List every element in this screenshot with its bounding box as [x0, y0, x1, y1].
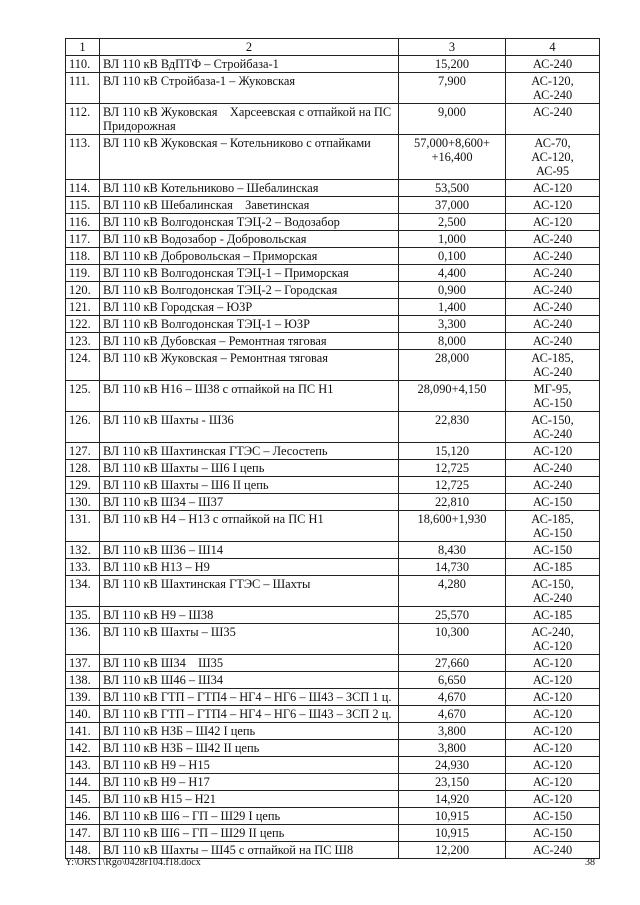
- line-length: 3,800: [399, 723, 506, 740]
- table-row: [66, 808, 600, 825]
- line-name: ВЛ 110 кВ НЗБ – Ш42 II цепь: [100, 740, 399, 757]
- row-number: 129.: [66, 477, 100, 494]
- line-length: 4,670: [399, 689, 506, 706]
- line-length: 9,000: [399, 104, 506, 135]
- row-number: 136.: [66, 624, 100, 655]
- table-header-row: [66, 39, 600, 56]
- line-name: ВЛ 110 кВ ВдПТФ – Стройбаза-1: [100, 56, 399, 73]
- line-name: ВЛ 110 кВ Н9 – Н17: [100, 774, 399, 791]
- line-length: 4,280: [399, 576, 506, 607]
- wire-type: АС-120: [506, 740, 600, 757]
- line-length: 57,000+8,600+ +16,400: [399, 135, 506, 180]
- table-row: [66, 333, 600, 350]
- wire-type: АС-120: [506, 706, 600, 723]
- table-row: [66, 511, 600, 542]
- line-length: 28,090+4,150: [399, 381, 506, 412]
- line-name: ВЛ 110 кВ Шебалинская Заветинская: [100, 197, 399, 214]
- row-number: 113.: [66, 135, 100, 180]
- wire-type: АС-120: [506, 791, 600, 808]
- wire-type: АС-150, АС-240: [506, 412, 600, 443]
- header-cell-1: 1: [66, 39, 100, 56]
- line-length: 28,000: [399, 350, 506, 381]
- line-length: 2,500: [399, 214, 506, 231]
- line-length: 37,000: [399, 197, 506, 214]
- line-length: 1,400: [399, 299, 506, 316]
- row-number: 134.: [66, 576, 100, 607]
- line-name: ВЛ 110 кВ Шахтинская ГТЭС – Лесостепь: [100, 443, 399, 460]
- table-row: [66, 477, 600, 494]
- wire-type: АС-70, АС-120, АС-95: [506, 135, 600, 180]
- wire-type: АС-185: [506, 607, 600, 624]
- line-length: 18,600+1,930: [399, 511, 506, 542]
- line-name: ВЛ 110 кВ Шахты – Ш6 II цепь: [100, 477, 399, 494]
- line-length: 24,930: [399, 757, 506, 774]
- table-row: [66, 559, 600, 576]
- row-number: 118.: [66, 248, 100, 265]
- wire-type: АС-240: [506, 56, 600, 73]
- table-row: [66, 607, 600, 624]
- row-number: 142.: [66, 740, 100, 757]
- line-name: ВЛ 110 кВ Шахты – Ш45 с отпайкой на ПС Ш8: [100, 842, 399, 859]
- row-number: 122.: [66, 316, 100, 333]
- line-name: ВЛ 110 кВ Шахты – Ш35: [100, 624, 399, 655]
- line-name: ВЛ 110 кВ Стройбаза-1 – Жуковская: [100, 73, 399, 104]
- line-name: ВЛ 110 кВ Жуковская Харсеевская с отпайкой на ПС Придорожная: [100, 104, 399, 135]
- wire-type: АС-150: [506, 825, 600, 842]
- wire-type: АС-240: [506, 104, 600, 135]
- line-length: 12,200: [399, 842, 506, 859]
- table-row: [66, 73, 600, 104]
- line-length: 8,000: [399, 333, 506, 350]
- line-name: ВЛ 110 кВ Ш46 – Ш34: [100, 672, 399, 689]
- row-number: 114.: [66, 180, 100, 197]
- table-row: [66, 791, 600, 808]
- line-name: ВЛ 110 кВ Волгодонская ТЭЦ-2 – Водозабор: [100, 214, 399, 231]
- line-name: ВЛ 110 кВ Волгодонская ТЭЦ-2 – Городская: [100, 282, 399, 299]
- wire-type: АС-240, АС-120: [506, 624, 600, 655]
- wire-type: АС-120: [506, 197, 600, 214]
- line-name: ВЛ 110 кВ Шахты - Ш36: [100, 412, 399, 443]
- row-number: 112.: [66, 104, 100, 135]
- table-row: [66, 706, 600, 723]
- row-number: 137.: [66, 655, 100, 672]
- table-row: [66, 655, 600, 672]
- line-length: 53,500: [399, 180, 506, 197]
- wire-type: АС-120, АС-240: [506, 73, 600, 104]
- table-row: [66, 135, 600, 180]
- wire-type: АС-120: [506, 672, 600, 689]
- wire-type: АС-185, АС-150: [506, 511, 600, 542]
- line-name: ВЛ 110 кВ Н4 – Н13 с отпайкой на ПС Н1: [100, 511, 399, 542]
- row-number: 127.: [66, 443, 100, 460]
- line-name: ВЛ 110 кВ ГТП – ГТП4 – НГ4 – НГ6 – Ш43 – ЗСП 1 ц.: [100, 689, 399, 706]
- line-length: 4,670: [399, 706, 506, 723]
- header-cell-2: 2: [100, 39, 399, 56]
- line-length: 4,400: [399, 265, 506, 282]
- wire-type: МГ-95, АС-150: [506, 381, 600, 412]
- line-name: ВЛ 110 кВ Дубовская – Ремонтная тяговая: [100, 333, 399, 350]
- line-name: ВЛ 110 кВ Ш6 – ГП – Ш29 II цепь: [100, 825, 399, 842]
- row-number: 147.: [66, 825, 100, 842]
- wire-type: АС-185: [506, 559, 600, 576]
- wire-type: АС-240: [506, 460, 600, 477]
- wire-type: АС-150: [506, 808, 600, 825]
- line-length: 12,725: [399, 460, 506, 477]
- row-number: 116.: [66, 214, 100, 231]
- line-name: ВЛ 110 кВ Шахтинская ГТЭС – Шахты: [100, 576, 399, 607]
- wire-type: АС-120: [506, 655, 600, 672]
- line-name: ВЛ 110 кВ ГТП – ГТП4 – НГ4 – НГ6 – Ш43 – ЗСП 2 ц.: [100, 706, 399, 723]
- table-row: [66, 842, 600, 859]
- table-row: [66, 56, 600, 73]
- line-name: ВЛ 110 кВ Жуковская – Котельниково с отпайками: [100, 135, 399, 180]
- row-number: 135.: [66, 607, 100, 624]
- table-row: [66, 299, 600, 316]
- row-number: 130.: [66, 494, 100, 511]
- table-row: [66, 197, 600, 214]
- row-number: 145.: [66, 791, 100, 808]
- table-row: [66, 180, 600, 197]
- table-row: [66, 757, 600, 774]
- row-number: 124.: [66, 350, 100, 381]
- line-name: ВЛ 110 кВ Ш36 – Ш14: [100, 542, 399, 559]
- line-length: 0,100: [399, 248, 506, 265]
- table-row: [66, 316, 600, 333]
- row-number: 132.: [66, 542, 100, 559]
- table-row: [66, 542, 600, 559]
- line-length: 3,800: [399, 740, 506, 757]
- wire-type: АС-240: [506, 333, 600, 350]
- header-cell-4: 4: [506, 39, 600, 56]
- footer-page-number: 38: [585, 857, 595, 868]
- row-number: 126.: [66, 412, 100, 443]
- line-name: ВЛ 110 кВ Н16 – Ш38 с отпайкой на ПС Н1: [100, 381, 399, 412]
- line-length: 10,915: [399, 808, 506, 825]
- row-number: 119.: [66, 265, 100, 282]
- line-length: 15,120: [399, 443, 506, 460]
- wire-type: АС-240: [506, 248, 600, 265]
- line-name: ВЛ 110 кВ НЗБ – Ш42 I цепь: [100, 723, 399, 740]
- line-name: ВЛ 110 кВ Водозабор - Добровольская: [100, 231, 399, 248]
- row-number: 141.: [66, 723, 100, 740]
- line-length: 0,900: [399, 282, 506, 299]
- table-row: [66, 412, 600, 443]
- table-row: [66, 774, 600, 791]
- line-name: ВЛ 110 кВ Добровольская – Приморская: [100, 248, 399, 265]
- table-row: [66, 350, 600, 381]
- line-length: 22,810: [399, 494, 506, 511]
- row-number: 140.: [66, 706, 100, 723]
- line-length: 1,000: [399, 231, 506, 248]
- row-number: 111.: [66, 73, 100, 104]
- line-name: ВЛ 110 кВ Ш6 – ГП – Ш29 I цепь: [100, 808, 399, 825]
- table-row: [66, 214, 600, 231]
- wire-type: АС-120: [506, 723, 600, 740]
- wire-type: АС-120: [506, 689, 600, 706]
- wire-type: АС-240: [506, 231, 600, 248]
- row-number: 133.: [66, 559, 100, 576]
- table-row: [66, 443, 600, 460]
- line-length: 14,920: [399, 791, 506, 808]
- table-row: [66, 248, 600, 265]
- line-name: ВЛ 110 кВ Волгодонская ТЭЦ-1 – Приморская: [100, 265, 399, 282]
- wire-type: АС-240: [506, 265, 600, 282]
- line-name: ВЛ 110 кВ Волгодонская ТЭЦ-1 – ЮЗР: [100, 316, 399, 333]
- line-name: ВЛ 110 кВ Н9 – Ш38: [100, 607, 399, 624]
- power-lines-table: [65, 38, 600, 859]
- line-length: 10,300: [399, 624, 506, 655]
- row-number: 121.: [66, 299, 100, 316]
- wire-type: АС-185, АС-240: [506, 350, 600, 381]
- line-length: 8,430: [399, 542, 506, 559]
- row-number: 115.: [66, 197, 100, 214]
- wire-type: АС-120: [506, 214, 600, 231]
- line-length: 22,830: [399, 412, 506, 443]
- row-number: 128.: [66, 460, 100, 477]
- table-row: [66, 494, 600, 511]
- wire-type: АС-240: [506, 477, 600, 494]
- table-row: [66, 381, 600, 412]
- line-length: 27,660: [399, 655, 506, 672]
- wire-type: АС-240: [506, 316, 600, 333]
- table-row: [66, 689, 600, 706]
- footer-file-path: Y:\ORST\Rgo\0428r104.f18.docx: [65, 857, 201, 868]
- wire-type: АС-240: [506, 842, 600, 859]
- table-row: [66, 282, 600, 299]
- table-row: [66, 576, 600, 607]
- table-row: [66, 265, 600, 282]
- wire-type: АС-150: [506, 542, 600, 559]
- line-name: ВЛ 110 кВ Ш34 Ш35: [100, 655, 399, 672]
- line-length: 14,730: [399, 559, 506, 576]
- line-name: ВЛ 110 кВ Ш34 – Ш37: [100, 494, 399, 511]
- table-body: [66, 56, 600, 859]
- line-length: 10,915: [399, 825, 506, 842]
- row-number: 138.: [66, 672, 100, 689]
- line-length: 12,725: [399, 477, 506, 494]
- header-cell-3: 3: [399, 39, 506, 56]
- line-length: 25,570: [399, 607, 506, 624]
- row-number: 110.: [66, 56, 100, 73]
- line-name: ВЛ 110 кВ Н13 – Н9: [100, 559, 399, 576]
- line-name: ВЛ 110 кВ Городская – ЮЗР: [100, 299, 399, 316]
- line-name: ВЛ 110 кВ Жуковская – Ремонтная тяговая: [100, 350, 399, 381]
- wire-type: АС-240: [506, 299, 600, 316]
- line-name: ВЛ 110 кВ Шахты – Ш6 I цепь: [100, 460, 399, 477]
- table-row: [66, 104, 600, 135]
- row-number: 120.: [66, 282, 100, 299]
- wire-type: АС-150: [506, 494, 600, 511]
- wire-type: АС-240: [506, 282, 600, 299]
- row-number: 125.: [66, 381, 100, 412]
- line-length: 3,300: [399, 316, 506, 333]
- table-row: [66, 740, 600, 757]
- table-row: [66, 624, 600, 655]
- line-length: 6,650: [399, 672, 506, 689]
- line-length: 15,200: [399, 56, 506, 73]
- row-number: 144.: [66, 774, 100, 791]
- wire-type: АС-120: [506, 757, 600, 774]
- wire-type: АС-120: [506, 180, 600, 197]
- table-row: [66, 672, 600, 689]
- wire-type: АС-150, АС-240: [506, 576, 600, 607]
- line-name: ВЛ 110 кВ Н9 – Н15: [100, 757, 399, 774]
- line-length: 7,900: [399, 73, 506, 104]
- row-number: 148.: [66, 842, 100, 859]
- row-number: 146.: [66, 808, 100, 825]
- wire-type: АС-120: [506, 443, 600, 460]
- row-number: 139.: [66, 689, 100, 706]
- wire-type: АС-120: [506, 774, 600, 791]
- row-number: 143.: [66, 757, 100, 774]
- line-length: 23,150: [399, 774, 506, 791]
- table-row: [66, 825, 600, 842]
- table-row: [66, 723, 600, 740]
- table-row: [66, 460, 600, 477]
- line-name: ВЛ 110 кВ Котельниково – Шебалинская: [100, 180, 399, 197]
- table-row: [66, 231, 600, 248]
- line-name: ВЛ 110 кВ Н15 – Н21: [100, 791, 399, 808]
- row-number: 117.: [66, 231, 100, 248]
- row-number: 131.: [66, 511, 100, 542]
- row-number: 123.: [66, 333, 100, 350]
